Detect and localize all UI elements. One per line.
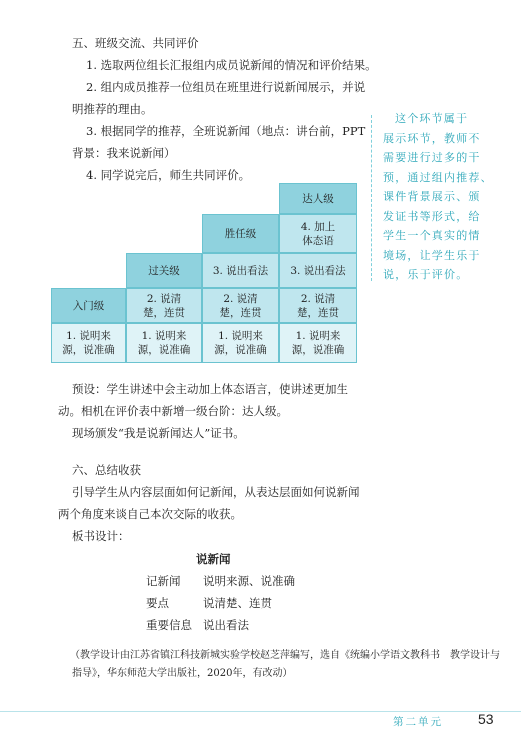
level-label-pass: 过关级 xyxy=(126,253,202,288)
sidenote-line: 预，通过组内推荐、 xyxy=(383,170,493,184)
paragraph: 明推荐的理由。 xyxy=(72,102,153,116)
sidenote-line: 展示环节，教师不 xyxy=(383,131,481,145)
board-row-value: 说明来源、说准确 xyxy=(203,574,295,588)
board-row-value: 说出看法 xyxy=(203,618,249,632)
criterion-source: 1. 说明来 源，说准确 xyxy=(279,323,357,363)
sidenote-line: 需要进行过多的干 xyxy=(383,151,481,164)
paragraph: 背景：我来说新闻） xyxy=(72,146,176,160)
sidenote-line: 学生一个真实的情 xyxy=(383,229,481,242)
board-row-label: 要点 xyxy=(146,596,169,610)
unit-label: 第二单元 xyxy=(393,716,443,728)
paragraph: 引导学生从内容层面如何记新闻，从表达层面如何说新闻 xyxy=(72,485,360,499)
level-label-competent: 胜任级 xyxy=(202,214,279,253)
paragraph: 4. 同学说完后，师生共同评价。 xyxy=(86,168,251,182)
sidenote-line: 说，乐于评价。 xyxy=(383,268,469,281)
paragraph: 板书设计： xyxy=(72,529,130,543)
sidenote-line: 课件背景展示、颁 xyxy=(383,190,481,203)
criterion-body-language: 4. 加上 体态语 xyxy=(279,214,357,253)
paragraph: 1. 选取两位组长汇报组内成员说新闻的情况和评价结果。 xyxy=(86,58,377,72)
section-heading: 六、总结收获 xyxy=(72,463,141,477)
board-row-label: 重要信息 xyxy=(146,618,192,632)
section-heading: 五、班级交流、共同评价 xyxy=(72,36,199,50)
paragraph: 3. 根据同学的推荐，全班说新闻（地点：讲台前，PPT xyxy=(86,124,366,138)
criterion-opinion: 3. 说出看法 xyxy=(202,253,279,288)
level-label-expert: 达人级 xyxy=(279,183,357,214)
paragraph: 两个角度来谈自己本次交际的收获。 xyxy=(58,507,242,521)
sidenote-line: 发证书等形式，给 xyxy=(383,209,481,223)
criterion-opinion: 3. 说出看法 xyxy=(279,253,357,288)
board-row-label: 记新闻 xyxy=(146,574,181,588)
paragraph: 动。相机在评价表中新增一级台阶：达人级。 xyxy=(58,404,288,418)
board-row-value: 说清楚、连贯 xyxy=(203,596,272,610)
sidenote-line: 这个环节属于 xyxy=(395,112,469,125)
credit-note: （教学设计由江苏省镇江科技新城实验学校赵芝萍编写，选自《统编小学语文教科书 教学设计与 xyxy=(70,650,500,661)
criterion-clear: 2. 说清 楚，连贯 xyxy=(202,288,279,323)
criterion-source: 1. 说明来 源，说准确 xyxy=(51,323,126,363)
paragraph: 预设：学生讲述中会主动加上体态语言，使讲述更加生 xyxy=(72,382,348,396)
board-title: 说新闻 xyxy=(196,552,231,566)
teacher-sidenote xyxy=(383,109,495,285)
criterion-source: 1. 说明来 源，说准确 xyxy=(126,323,202,363)
paragraph: 2. 组内成员推荐一位组员在班里进行说新闻展示，并说 xyxy=(86,80,366,94)
level-label-entry: 入门级 xyxy=(51,288,126,323)
paragraph: 现场颁发“我是说新闻达人”证书。 xyxy=(72,426,245,440)
criterion-clear: 2. 说清 楚，连贯 xyxy=(279,288,357,323)
credit-note: 指导》，华东师范大学出版社，2020年，有改动） xyxy=(72,668,293,679)
sidenote-line: 境场，让学生乐于 xyxy=(383,248,481,262)
page-number: 53 xyxy=(478,711,494,727)
criterion-clear: 2. 说清 楚，连贯 xyxy=(126,288,202,323)
criterion-source: 1. 说明来 源，说准确 xyxy=(202,323,279,363)
